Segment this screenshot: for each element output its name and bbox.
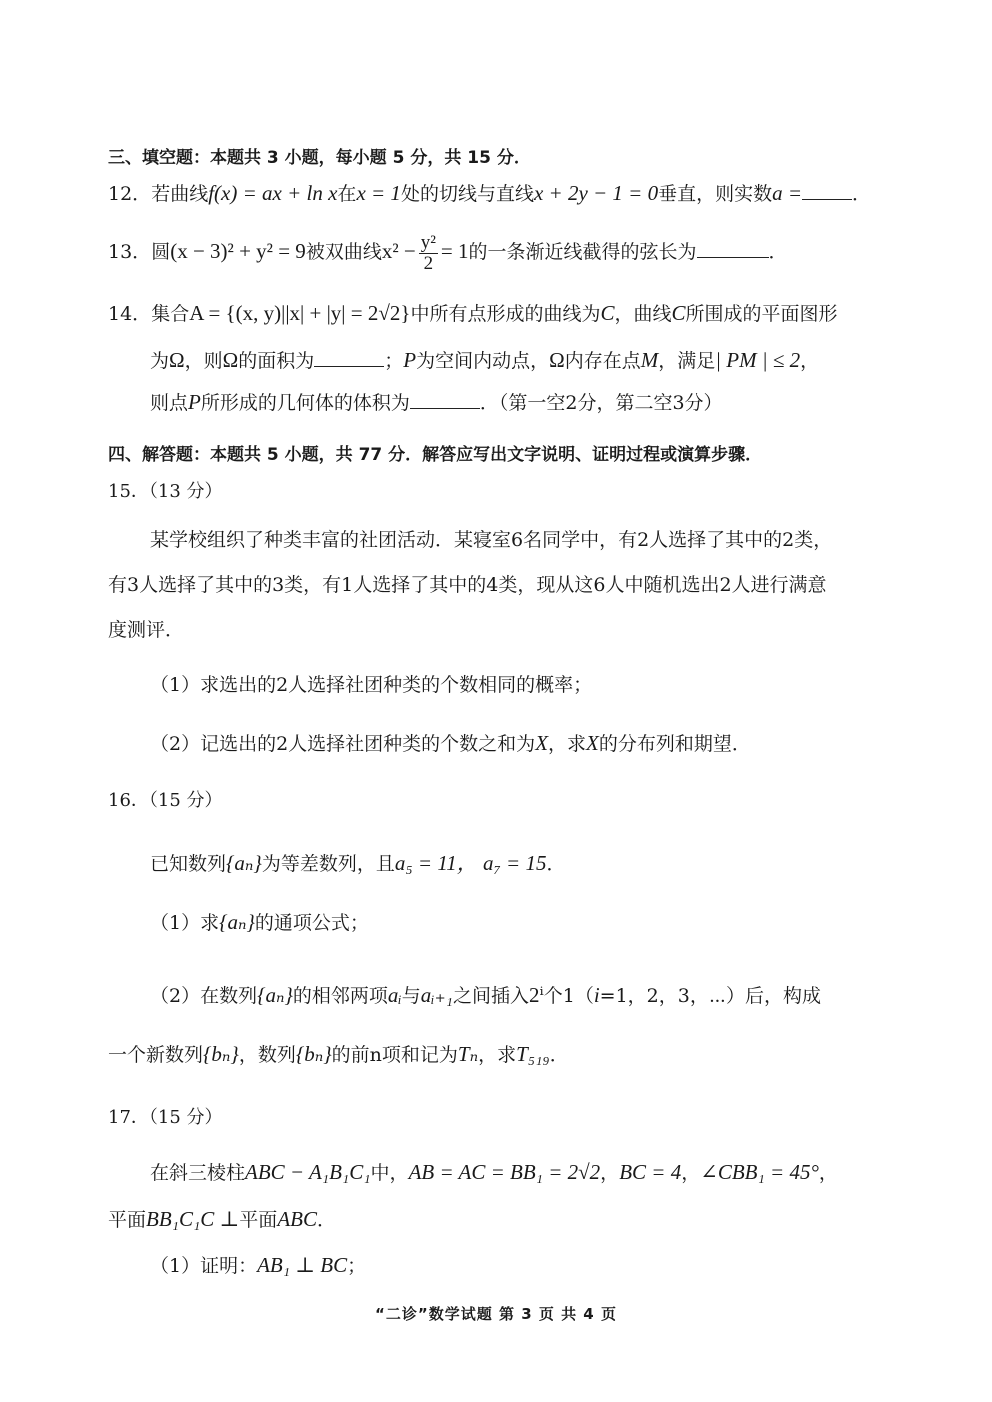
answer-blank (697, 239, 769, 258)
q16-text: 一个新数列 (108, 1044, 204, 1066)
q14-text: 集合 (151, 303, 190, 325)
q16-sum: Tₙ (457, 1042, 479, 1066)
q16-text: 为等差数列，且 (261, 853, 395, 875)
q17-text: ， (681, 1162, 701, 1184)
question-13 (108, 228, 788, 275)
q16-var: i (593, 983, 600, 1007)
q17-plane: BB₁C₁C ⊥ (146, 1207, 240, 1231)
q12-text: 若曲线 (151, 183, 209, 205)
q17-lengths: AB = AC = BB₁ = 2√2 (408, 1160, 601, 1184)
q16-terms: a₅ = 11， a₇ = 15 (394, 851, 547, 875)
section-heading-problems (108, 443, 762, 467)
q15-text: 的分布列和期望． (598, 733, 751, 755)
q13-text: 的一条渐近线截得的弦长为 (468, 241, 697, 263)
q16-term: aᵢ (387, 983, 402, 1007)
q14-condition: | PM | ≤ 2 (715, 348, 801, 372)
q14-text: ，则 (184, 350, 223, 372)
q14-var: M (640, 348, 659, 372)
q16-subquestion-2-cont (108, 1042, 569, 1067)
q16-sequence: {aₙ} (226, 851, 262, 875)
q15-paragraph-2 (108, 573, 827, 597)
question-12 (108, 181, 871, 206)
q14-var: C (600, 301, 615, 325)
section-3-heading: 三、填空题：本题共 3 小题，每小题 5 分，共 15 分． (108, 148, 531, 168)
q13-text: ． (768, 241, 788, 263)
q16-text: ． (546, 853, 566, 875)
q15-paragraph-3 (108, 618, 184, 642)
q16-text: ，数列 (238, 1044, 296, 1066)
q16-text: 个1（ (543, 985, 594, 1007)
q17-number: 17．（15 分） (108, 1107, 223, 1128)
q17-paragraph-2 (108, 1207, 336, 1232)
q17-text: （1）证明： (150, 1255, 258, 1277)
q14-var: Ω (222, 348, 239, 372)
q13-hyperbola: x² − (381, 239, 416, 263)
q15-number: 15．（13 分） (108, 481, 223, 502)
footer-text: “二诊”数学试题 第 3 页 共 4 页 (375, 1305, 617, 1323)
q12-text: ． (852, 183, 872, 205)
q14-text: 所形成的几何体的体积为 (200, 392, 410, 414)
q16-paragraph-1 (150, 851, 566, 876)
q17-text: 中， (370, 1162, 409, 1184)
q16-text: （1）求 (150, 912, 220, 934)
q14-text: 内存在点 (564, 350, 641, 372)
q14-text: 的面积为 (238, 350, 315, 372)
q15-var: X (535, 731, 549, 755)
q17-prism: ABC − A₁B₁C₁ (245, 1160, 371, 1184)
q16-subquestion-2 (150, 983, 821, 1008)
question-17-number (108, 1106, 223, 1130)
q14-var: Ω (169, 348, 185, 372)
q15-text: 有3人选择了其中的3类，有1人选择了其中的4类，现从这6人中随机选出2人进行满意 (108, 574, 827, 596)
q13-text: 被双曲线 (305, 241, 382, 263)
q16-text: ． (549, 1044, 569, 1066)
q17-text: ． (316, 1209, 336, 1231)
question-14-line-1 (108, 301, 838, 326)
question-16-number (108, 789, 223, 813)
q16-sequence: {bₙ} (295, 1042, 332, 1066)
q14-text: 为空间内动点， (416, 350, 550, 372)
q16-text: ，求 (478, 1044, 517, 1066)
q16-sequence: {aₙ} (219, 910, 255, 934)
section-heading-fill-in (108, 146, 531, 170)
q16-number: 16．（15 分） (108, 790, 223, 811)
q14-text: ， (800, 350, 820, 372)
q14-text: 中所有点形成的曲线为 (410, 303, 601, 325)
q14-var: P (403, 348, 417, 372)
q15-text: 度测评． (108, 619, 185, 641)
q13-number: 13． (108, 241, 152, 263)
question-14-line-2 (150, 348, 819, 373)
q17-paragraph-1 (150, 1160, 838, 1185)
fraction-denominator: 2 (423, 252, 434, 274)
q16-text: 与 (401, 985, 421, 1007)
answer-blank (314, 348, 384, 367)
q12-line: x + 2y − 1 = 0 (533, 181, 659, 205)
q14-var: C (671, 301, 686, 325)
question-14-line-3 (150, 390, 723, 415)
q12-point: x = 1 (356, 181, 401, 205)
q12-number: 12． (108, 183, 152, 205)
q17-text: ， (818, 1162, 838, 1184)
fraction-numerator: y² (420, 231, 436, 253)
q16-text: 之间插入 (452, 985, 529, 1007)
q16-text: （2）在数列 (150, 985, 258, 1007)
q16-text: 的前n项和记为 (331, 1044, 458, 1066)
q12-text: 垂直，则实数 (658, 183, 773, 205)
q17-text: 平面 (239, 1209, 278, 1231)
page-footer (0, 1303, 992, 1324)
q16-sequence: {bₙ} (203, 1042, 239, 1066)
q14-text: ，满足 (658, 350, 716, 372)
q15-paragraph-1 (150, 528, 832, 552)
q14-var: P (188, 390, 201, 414)
q13-circle: (x − 3)² + y² = 9 (170, 239, 306, 263)
q12-text: 处的切线与直线 (400, 183, 534, 205)
q16-sequence: {aₙ} (257, 983, 293, 1007)
q14-var: Ω (549, 348, 565, 372)
q15-subquestion-2 (150, 731, 751, 756)
q15-sub-1: （1）求选出的2人选择社团种类的个数相同的概率； (150, 674, 593, 696)
q17-bc: BC = 4 (619, 1160, 682, 1184)
answer-blank (410, 390, 480, 409)
q14-set: A = {(x, y)||x| + |y| = 2√2} (189, 301, 411, 325)
q17-subquestion-1 (150, 1253, 366, 1278)
answer-blank (802, 181, 852, 200)
q14-text: ，曲线 (614, 303, 672, 325)
q12-function: f(x) = ax + ln x (208, 181, 338, 205)
q17-text: ； (347, 1255, 367, 1277)
q12-variable: a = (772, 181, 803, 205)
q13-hyperbola-rhs: = 1 (440, 239, 469, 263)
q17-text: ， (600, 1162, 620, 1184)
q14-text: ； (384, 350, 404, 372)
q16-subquestion-1 (150, 910, 369, 935)
q16-text: =1，2，3，⋯）后，构成 (599, 985, 821, 1007)
q17-plane: ABC (277, 1207, 317, 1231)
q16-text: 的通项公式； (254, 912, 369, 934)
q14-text: ．（第一空2分，第二空3分） (479, 392, 723, 414)
q17-claim: AB₁ ⊥ BC (257, 1253, 348, 1277)
q13-fraction (419, 233, 438, 274)
q14-text: 则点 (150, 392, 189, 414)
q16-target: T₅₁₉ (516, 1042, 550, 1066)
q14-number: 14． (108, 303, 152, 325)
q17-text: 在斜三棱柱 (150, 1162, 246, 1184)
q16-text: 的相邻两项 (292, 985, 388, 1007)
q17-text: 平面 (108, 1209, 147, 1231)
section-4-heading: 四、解答题：本题共 5 小题，共 77 分．解答应写出文字说明、证明过程或演算步骤． (108, 445, 763, 465)
q16-text: 已知数列 (150, 853, 227, 875)
q15-subquestion-1 (150, 673, 592, 697)
q16-term: aᵢ₊₁ (420, 983, 453, 1007)
q15-var: X (586, 731, 599, 755)
q14-text: 为 (150, 350, 170, 372)
q16-power: 2ⁱ (529, 983, 544, 1007)
q14-text: 所围成的平面图形 (685, 303, 838, 325)
q15-text: ，求 (548, 733, 587, 755)
question-15-number (108, 480, 223, 504)
q15-text: 某学校组织了种类丰富的社团活动．某寝室6名同学中，有2人选择了其中的2类， (150, 529, 833, 551)
q15-text: （2）记选出的2人选择社团种类的个数之和为 (150, 733, 536, 755)
q17-angle: ∠CBB₁ = 45° (700, 1160, 819, 1184)
q13-text: 圆 (151, 241, 171, 263)
q12-text: 在 (337, 183, 357, 205)
